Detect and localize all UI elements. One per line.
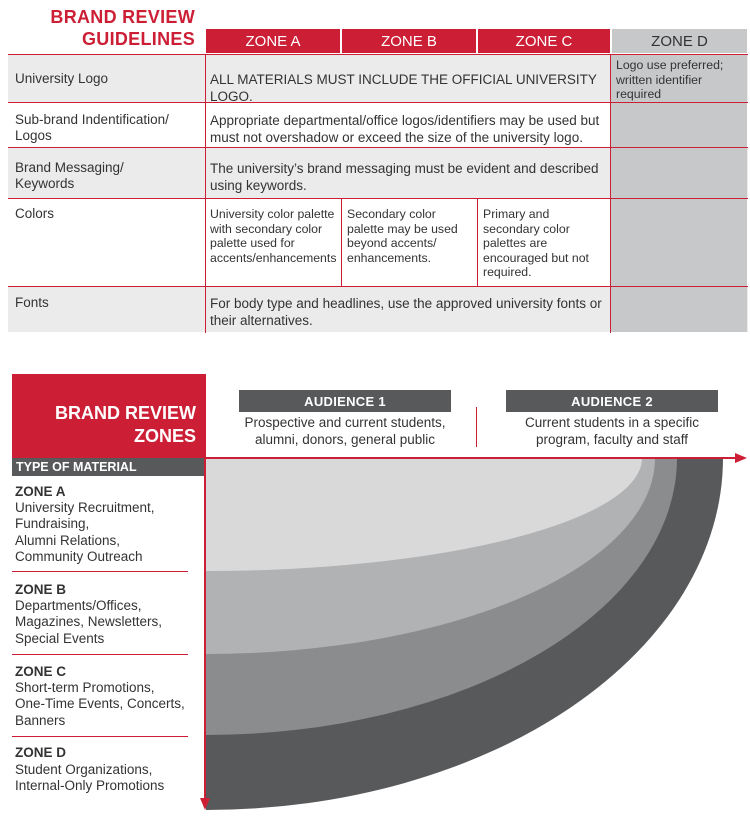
colors-zone-c: Primary and secondary color palettes are encouraged but not required.	[483, 207, 589, 280]
audience-1-desc-line1: Prospective and current students,	[244, 415, 446, 430]
colors-zone-a: University color palette with secondary color palette used for accents/enhancements	[210, 207, 337, 265]
zone-d-header: ZONE D	[612, 29, 747, 53]
zone-c-desc-line: Short-term Promotions,	[15, 680, 155, 695]
row-label-messaging: Brand Messaging/ Keywords	[15, 160, 124, 191]
zone-a-desc-line: University Recruitment,	[15, 500, 155, 515]
zone-d-desc-line: Student Organizations,	[15, 762, 153, 777]
audience-1-label: AUDIENCE 1	[239, 390, 451, 412]
colors-zone-b: Secondary color palette may be used beyond accents/ enhancements.	[347, 207, 458, 265]
zone-c-header: ZONE C	[478, 29, 610, 53]
zones-title-line1: BRAND REVIEW	[54, 403, 196, 423]
row-label-logo: University Logo	[15, 71, 109, 86]
zone-d-logo-note: Logo use preferred; written identifier required	[616, 58, 724, 102]
horizontal-axis-arrow	[735, 453, 747, 463]
zone-a-desc-line: Alumni Relations,	[15, 532, 121, 548]
zone-c-desc-line: Banners	[15, 712, 66, 728]
zone-a-title: ZONE A	[15, 484, 66, 499]
zone-a-desc-line: Fundraising,	[15, 516, 90, 532]
zone-c-title: ZONE C	[15, 664, 67, 679]
audience-2-desc-line1: Current students in a specific	[524, 415, 700, 430]
zone-d-title: ZONE D	[15, 745, 67, 760]
zone-b-header: ZONE B	[342, 29, 476, 53]
zone-c-desc-line: One-Time Events, Concerts,	[15, 696, 185, 712]
audience-2-label: AUDIENCE 2	[506, 390, 718, 412]
zone-b-desc-line: Special Events	[15, 630, 105, 646]
row-text-messaging: The university’s brand messaging must be evident and described using keywords.	[210, 161, 599, 193]
row-text-logo: ALL MATERIALS MUST INCLUDE THE OFFICIAL UNIVERSITY LOGO.	[210, 72, 597, 104]
zone-b-desc-line: Magazines, Newsletters,	[15, 614, 163, 630]
zone-b-desc-line: Departments/Offices,	[15, 598, 142, 613]
guidelines-title-line2: GUIDELINES	[81, 29, 195, 49]
zone-a-desc-line: Community Outreach	[15, 548, 143, 564]
guidelines-title-line1: BRAND REVIEW	[50, 7, 195, 27]
audience-2-desc-line2: program, faculty and staff	[535, 432, 689, 447]
zone-d-desc-line: Internal-Only Promotions	[15, 778, 165, 794]
zone-b-title: ZONE B	[15, 582, 67, 597]
audience-1-desc-line2: alumni, donors, general public	[254, 432, 436, 447]
row-label-colors: Colors	[15, 206, 55, 221]
row-text-subbrand: Appropriate departmental/office logos/identifiers may be used but must not overshadow or exceed the size of the university logo.	[210, 113, 600, 145]
zones-title-line2: ZONES	[133, 426, 196, 446]
row-label-fonts: Fonts	[15, 295, 49, 310]
zone-a-header: ZONE A	[206, 29, 340, 53]
type-of-material-header: TYPE OF MATERIAL	[12, 458, 206, 476]
row-label-subbrand: Sub-brand Indentification/ Logos	[15, 112, 169, 143]
row-text-fonts: For body type and headlines, use the approved university fonts or their alternatives.	[210, 296, 602, 328]
